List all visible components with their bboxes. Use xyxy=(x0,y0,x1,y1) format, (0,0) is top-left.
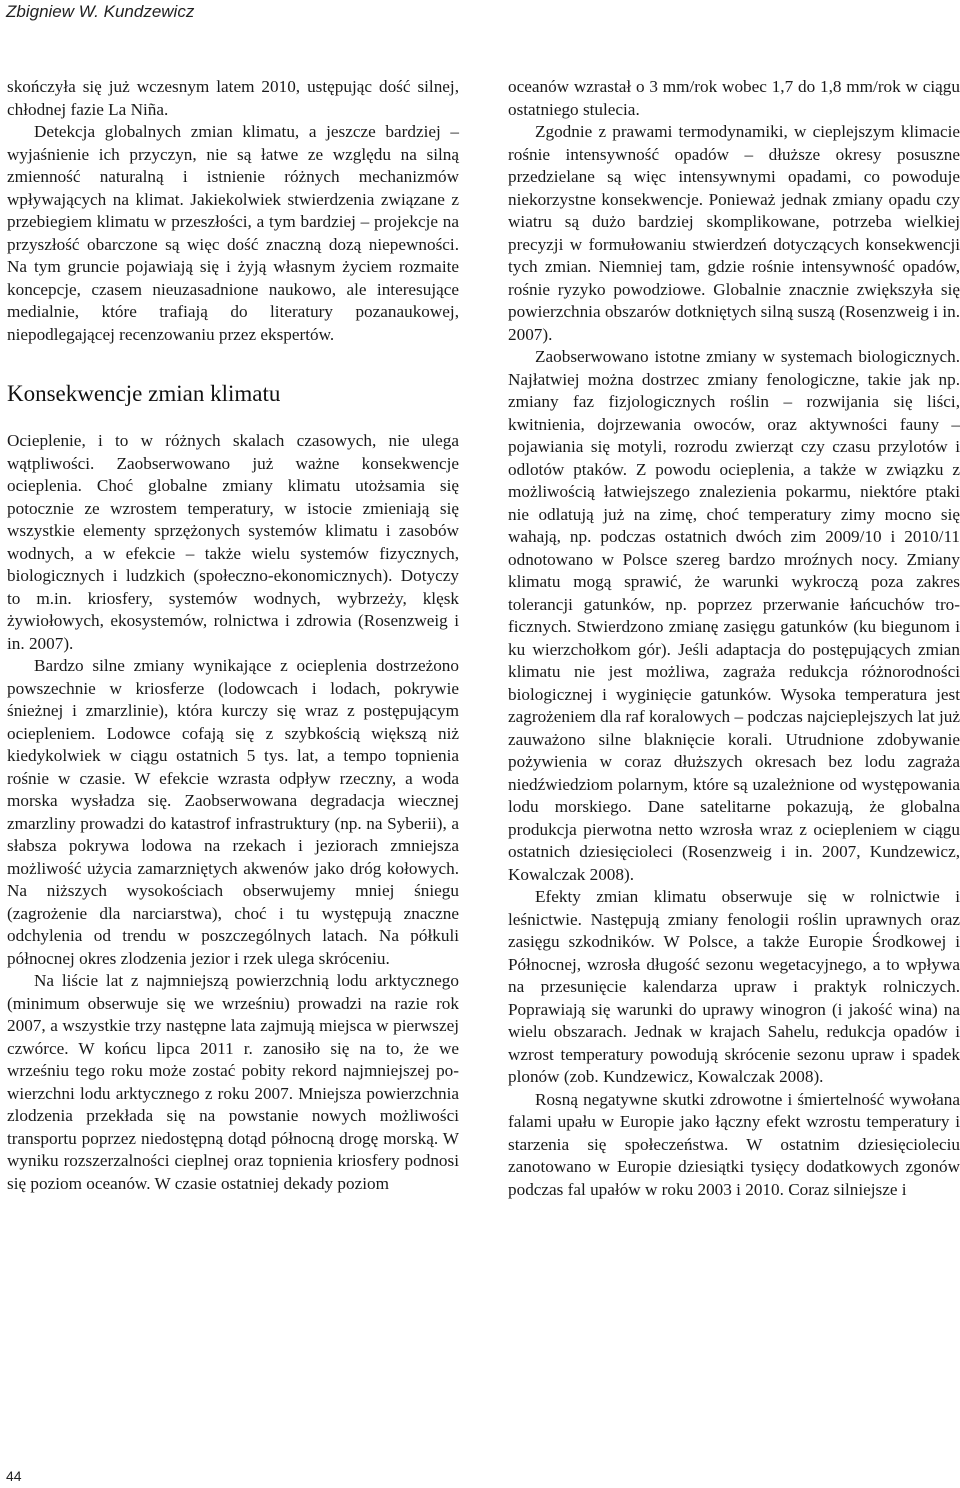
left-column xyxy=(7,76,459,1195)
paragraph: Detekcja globalnych zmian klimatu, a jeszcze bardziej – wyjaśnienie ich przyczyn, nie są łatwe ze względu na silną zmienność naturalną i istnienie różnych mechanizmów wpływających na klimat. Jakiekolwiek stwierdzenia związane z przebiegiem klimatu w przeszłości, a tym bardziej – projekcje na przyszłość obarczone są więc dość znaczną dozą niepewności. Na tym gruncie pojawiają się i żyją własnym życiem rozmaite koncepcje, czasem nieuzasadnione naukowo, ale interesujące medialnie, które trafiają do literatury pozanaukowej, niepodlegającej recenzowaniu przez ekspertów. xyxy=(7,122,459,344)
paragraph: Na liście lat z najmniejszą powierzchnią lodu arktycznego (minimum obserwuje się we wrześniu) prowadzi na razie rok 2007, a wszystkie trzy następne lata zajmują miejsca w pierwszej czwórce. W końcu lipca 2011 r. zanosiło się na to, że we wrześniu tego roku może zostać pobity rekord najmniejszej powierzchni lodu arktycznego z roku 2007. Mniejsza powierzchnia zlodzenia przekłada się na powstanie nowych możliwości transportu poprzez niedostępną dotąd północną drogę morską. W wyniku rozszerzalności cieplnej oraz topnienia kriosfery podnosi się poziom oceanów. W czasie ostatniej dekady poziom xyxy=(7,971,459,1193)
paragraph: Zgodnie z prawami termodynamiki, w cieplejszym klimacie rośnie intensywność opadów – dłuższe okresy posuszne przedzielane są więc intensywnymi opadami, co powoduje niekorzystne konsekwencje. Ponieważ jednak zmiany opadu czy wiatru są dużo bardziej skomplikowane, potrzeba wielkiej precyzji w formułowaniu stwierdzeń dotyczących konsekwencji tych zmian. Niemniej tam, gdzie rośnie intensywność opadów, rośnie ryzyko powodziowe. Globalnie znacznie zwiększyła się powierzchnia obszarów dotkniętych silną suszą (Rosenzweig i in. 2007). xyxy=(508,122,960,344)
paragraph: oceanów wzrastał o 3 mm/rok wobec 1,7 do 1,8 mm/rok w ciągu ostatniego stulecia. xyxy=(508,77,960,119)
section-heading: Konsekwencje zmian klimatu xyxy=(7,381,281,406)
page-number: 44 xyxy=(6,1468,22,1484)
paragraph: skończyła się już wczesnym latem 2010, ustępując dość silnej, chłodnej fazie La Niña. xyxy=(7,77,459,119)
right-column xyxy=(508,76,960,1201)
paragraph: Rosną negatywne skutki zdrowotne i śmiertelność wywołana falami upału w Europie jako łączny efekt wzrostu temperatury i starzenia się społeczeństwa. W ostatnim dziesięcioleciu zanotowano w Europie dziesiątki tysięcy dodatkowych zgonów podczas fal upałów w roku 2003 i 2010. Coraz silniejsze i xyxy=(508,1089,960,1199)
running-head-author: Zbigniew W. Kundzewicz xyxy=(6,2,195,21)
paragraph: Zaobserwowano istotne zmiany w systemach biologicznych. Najłatwiej można dostrzec zmiany fenologiczne, takie jak np. zmiany faz fizjologicznych roślin – rozwijania się liści, kwitnienia, dojrzewania owoców, oraz aktywności fauny – pojawiania się motyli, rozrodu zwierząt czy czasu przylotów i odlotów ptaków. Z powodu ocieplenia, a także w związku z możliwością łatwiejszego znalezienia pokarmu, niektóre ptaki nie odlatują już na zimę, choć temperatury zimy mocno się wahają, np. podczas ostatnich dwóch zim 2009/10 i 2010/11 odnotowano w Polsce szereg bardzo mroźnych nocy. Zmiany klimatu mogą sprawić, że warunki wykroczą poza zakres tolerancji gatunków, np. poprzez przerwanie łańcuchów troficznych. Stwierdzono zmianę zasięgu gatunków (ku biegunom i ku wierzchołkom gór). Jeśli adaptacja do postępujących zmian klimatu nie jest możliwa, zagraża redukcja różnorodności biologicznej i wyginięcie gatunków. Wysoka temperatura jest zagrożeniem dla raf koralowych – podczas najcieplejszych lat już zauważono silne blaknięcie korali. Utrudnione zdobywanie pożywienia w coraz dłuższych okresach bez lodu zagraża niedźwiedziom polarnym, które są uzależnione od występowania lodu morskiego. Dane satelitarne pokazują, że globalna produkcja pierwotna netto wzrosła wraz z ociepleniem w ciągu ostatnich dziesięcioleci (Rosenzweig i in. 2007, Kundzewicz, Kowalczak 2008). xyxy=(508,347,960,884)
paragraph: Ocieplenie, i to w różnych skalach czasowych, nie ulega wątpliwości. Zaobserwowano już ważne konsekwencje ocieplenia. Choć globalne zmiany klimatu utożsamia się potocznie ze wzrostem temperatury, w istocie zmieniają się wszystkie elementy sprzężonych systemów klimatu i zasobów wodnych, a w efekcie – także wielu systemów fizycznych, biologicznych i ludzkich (społeczno-ekonomicznych). Dotyczy to m.in. kriosfery, systemów wodnych, wybrzeży, klęsk żywiołowych, ekosystemów, rolnictwa i zdrowia (Rosenzweig i in. 2007). xyxy=(7,431,459,653)
paragraph: Bardzo silne zmiany wynikające z ocieplenia dostrzeżono powszechnie w kriosferze (lodowcach i lodach, pokrywie śnieżnej i zmarzlinie), która kurczy się wraz z postępującym ociepleniem. Lodowce cofają się z szybkością większą niż kiedykolwiek w ciągu ostatnich 5 tys. lat, a tempo topnienia rośnie w czasie. W efekcie wzrasta odpływ rzeczny, a woda morska wysładza się. Zaobserwowana degradacja wiecznej zmarzliny prowadzi do katastrof infrastruktury (np. na Syberii), a słabsza pokrywa lodowa na rzekach i jeziorach zmniejsza możliwość użycia zamarzniętych akwenów jako dróg kołowych. Na niższych wysokościach obserwujemy mniej śniegu (zagrożenie dla narciarstwa), choć i tu występują znaczne odchylenia od trendu w poszczególnych latach. Na półkuli północnej okres zlodzenia jezior i rzek ulega skróceniu. xyxy=(7,656,459,968)
paragraph: Efekty zmian klimatu obserwuje się w rolnictwie i leśnictwie. Następują zmiany fenologii roślin uprawnych oraz zasięgu szkodników. W Polsce, a także Europie Środkowej i Północnej, wzrosła długość sezonu wegetacyjnego, a to wpływa na przesunięcie kalendarza upraw i praktyk rolniczych. Poprawiają się warunki do uprawy winogron (i jakość wina) na wielu obszarach. Jednak w krajach Sahelu, redukcja opadów i wzrost temperatury powodują skrócenie sezonu upraw i spadek plonów (zob. Kundzewicz, Kowalczak 2008). xyxy=(508,887,960,1086)
